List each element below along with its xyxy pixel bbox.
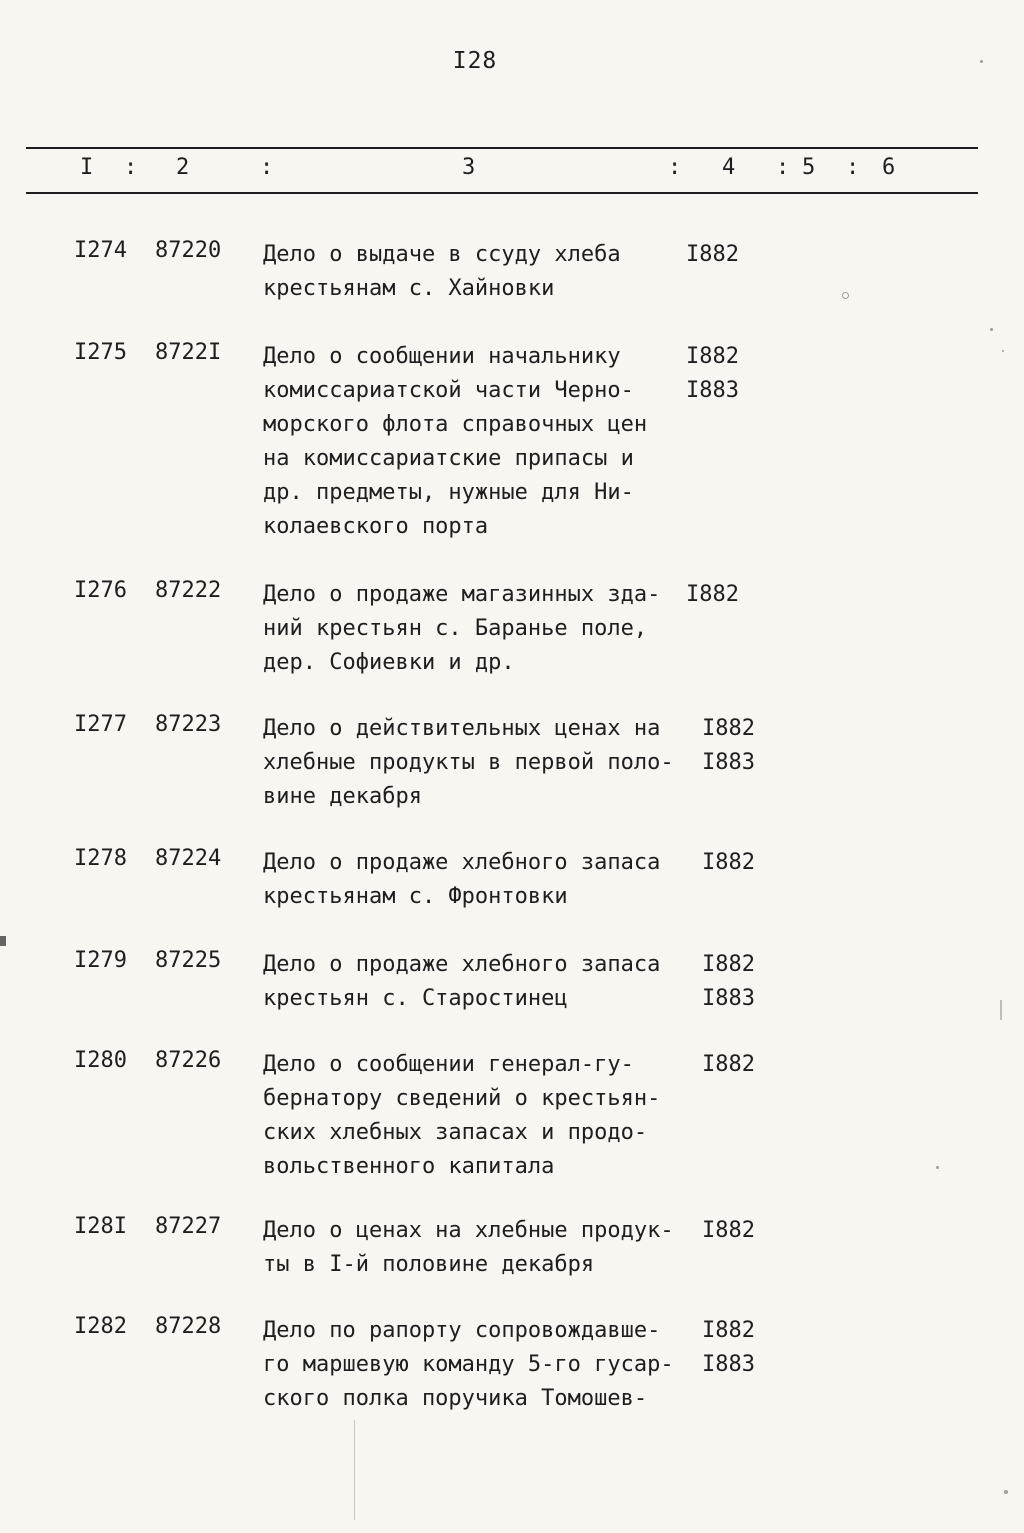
entry-number: I280 (74, 1048, 127, 1073)
entry-year: I882 (702, 952, 755, 977)
header-top-rule (26, 147, 978, 149)
entry-title (263, 1214, 703, 1282)
column-header-2: 2 (176, 155, 190, 180)
entry-years (702, 846, 755, 880)
scan-speck (990, 328, 993, 331)
entry-title (263, 1048, 703, 1184)
entry-number: I279 (74, 948, 127, 973)
entry-title-line: вольственного капитала (263, 1154, 555, 1179)
entry-title-line: комиссариатской части Черно- (263, 378, 634, 403)
entry-title-line: ний крестьян с. Баранье поле, (263, 616, 648, 641)
entry-title (263, 948, 703, 1016)
scan-speck (354, 1420, 355, 1520)
entry-number: I274 (74, 238, 127, 263)
entry-year: I883 (702, 750, 755, 775)
entry-title (263, 578, 703, 680)
entry-number: I277 (74, 712, 127, 737)
entry-title-line: Дело о продаже магазинных зда- (263, 582, 661, 607)
entry-title-line: ского полка поручика Томошев- (263, 1386, 648, 1411)
entry-file-number: 87220 (155, 238, 222, 263)
entry-file-number: 87223 (155, 712, 222, 737)
scan-speck (0, 936, 6, 946)
entry-title-line: крестьянам с. Фронтовки (263, 884, 568, 909)
entry-year: I882 (686, 242, 739, 267)
entry-title-line: Дело о сообщении начальнику (263, 344, 621, 369)
entry-file-number: 87224 (155, 846, 222, 871)
entry-year: I882 (702, 1052, 755, 1077)
entry-title-line: дер. Софиевки и др. (263, 650, 515, 675)
entry-number: I278 (74, 846, 127, 871)
entry-years (702, 712, 755, 780)
scan-speck (980, 60, 983, 63)
entry-title-line: Дело о сообщении генерал-гу- (263, 1052, 634, 1077)
entry-file-number: 87226 (155, 1048, 222, 1073)
entry-year: I883 (686, 378, 739, 403)
column-header-row (0, 155, 1024, 185)
entry-title-line: хлебные продукты в первой поло- (263, 750, 674, 775)
entry-title-line: бернатору сведений о крестьян- (263, 1086, 661, 1111)
entry-title-line: го маршевую команду 5-го гусар- (263, 1352, 674, 1377)
entry-file-number: 87225 (155, 948, 222, 973)
entry-file-number: 87222 (155, 578, 222, 603)
entry-years (686, 578, 739, 612)
entry-title-line: вине декабря (263, 784, 422, 809)
column-separator: : (668, 155, 682, 180)
entry-number: I275 (74, 340, 127, 365)
entry-number: I28I (74, 1214, 127, 1239)
entry-title (263, 238, 703, 306)
entry-title-line: ты в I-й половине декабря (263, 1252, 595, 1277)
entry-title-line: Дело по рапорту сопровождавше- (263, 1318, 661, 1343)
entry-file-number: 8722I (155, 340, 222, 365)
entry-years (686, 238, 739, 272)
entry-title-line: морского флота справочных цен (263, 412, 648, 437)
column-separator: : (124, 155, 138, 180)
entry-title-line: Дело о действительных ценах на (263, 716, 661, 741)
scan-speck (842, 292, 849, 299)
entry-title-line: крестьян с. Старостинец (263, 986, 568, 1011)
entry-title-line: др. предметы, нужные для Ни- (263, 480, 634, 505)
entry-title-line: Дело о продаже хлебного запаса (263, 850, 661, 875)
entry-title-line: Дело о ценах на хлебные продук- (263, 1218, 674, 1243)
scan-speck (1002, 350, 1004, 352)
entry-title-line: крестьянам с. Хайновки (263, 276, 555, 301)
scan-speck (1004, 1490, 1008, 1494)
column-header-6: 6 (882, 155, 896, 180)
column-separator: : (260, 155, 274, 180)
entry-year: I882 (686, 344, 739, 369)
entry-file-number: 87227 (155, 1214, 222, 1239)
entry-number: I276 (74, 578, 127, 603)
entry-years (702, 1048, 755, 1082)
entry-year: I883 (702, 1352, 755, 1377)
column-header-3: 3 (462, 155, 476, 180)
column-header-1: I (80, 155, 94, 180)
entry-title (263, 1314, 703, 1416)
entry-number: I282 (74, 1314, 127, 1339)
entry-title (263, 712, 703, 814)
entry-year: I883 (702, 986, 755, 1011)
header-bottom-rule (26, 192, 978, 194)
entry-year: I882 (702, 1318, 755, 1343)
entry-years (686, 340, 739, 408)
entry-title-line: ских хлебных запасах и продо- (263, 1120, 648, 1145)
scan-speck (936, 1166, 939, 1169)
entry-years (702, 1314, 755, 1382)
entry-year: I882 (702, 850, 755, 875)
entry-years (702, 1214, 755, 1248)
entry-title-line: Дело о выдаче в ссуду хлеба (263, 242, 621, 267)
entry-title-line: на комиссариатские припасы и (263, 446, 634, 471)
entry-file-number: 87228 (155, 1314, 222, 1339)
entry-title-line: Дело о продаже хлебного запаса (263, 952, 661, 977)
entry-year: I882 (702, 716, 755, 741)
entry-year: I882 (686, 582, 739, 607)
column-header-4: 4 (722, 155, 736, 180)
entry-title-line: колаевского порта (263, 514, 489, 539)
page-number: I28 (452, 48, 498, 74)
entry-year: I882 (702, 1218, 755, 1243)
column-header-5: 5 (802, 155, 816, 180)
entry-title (263, 340, 703, 544)
entry-years (702, 948, 755, 1016)
entry-title (263, 846, 703, 914)
column-separator: : (776, 155, 790, 180)
scan-speck (1000, 1000, 1002, 1020)
column-separator: : (846, 155, 860, 180)
